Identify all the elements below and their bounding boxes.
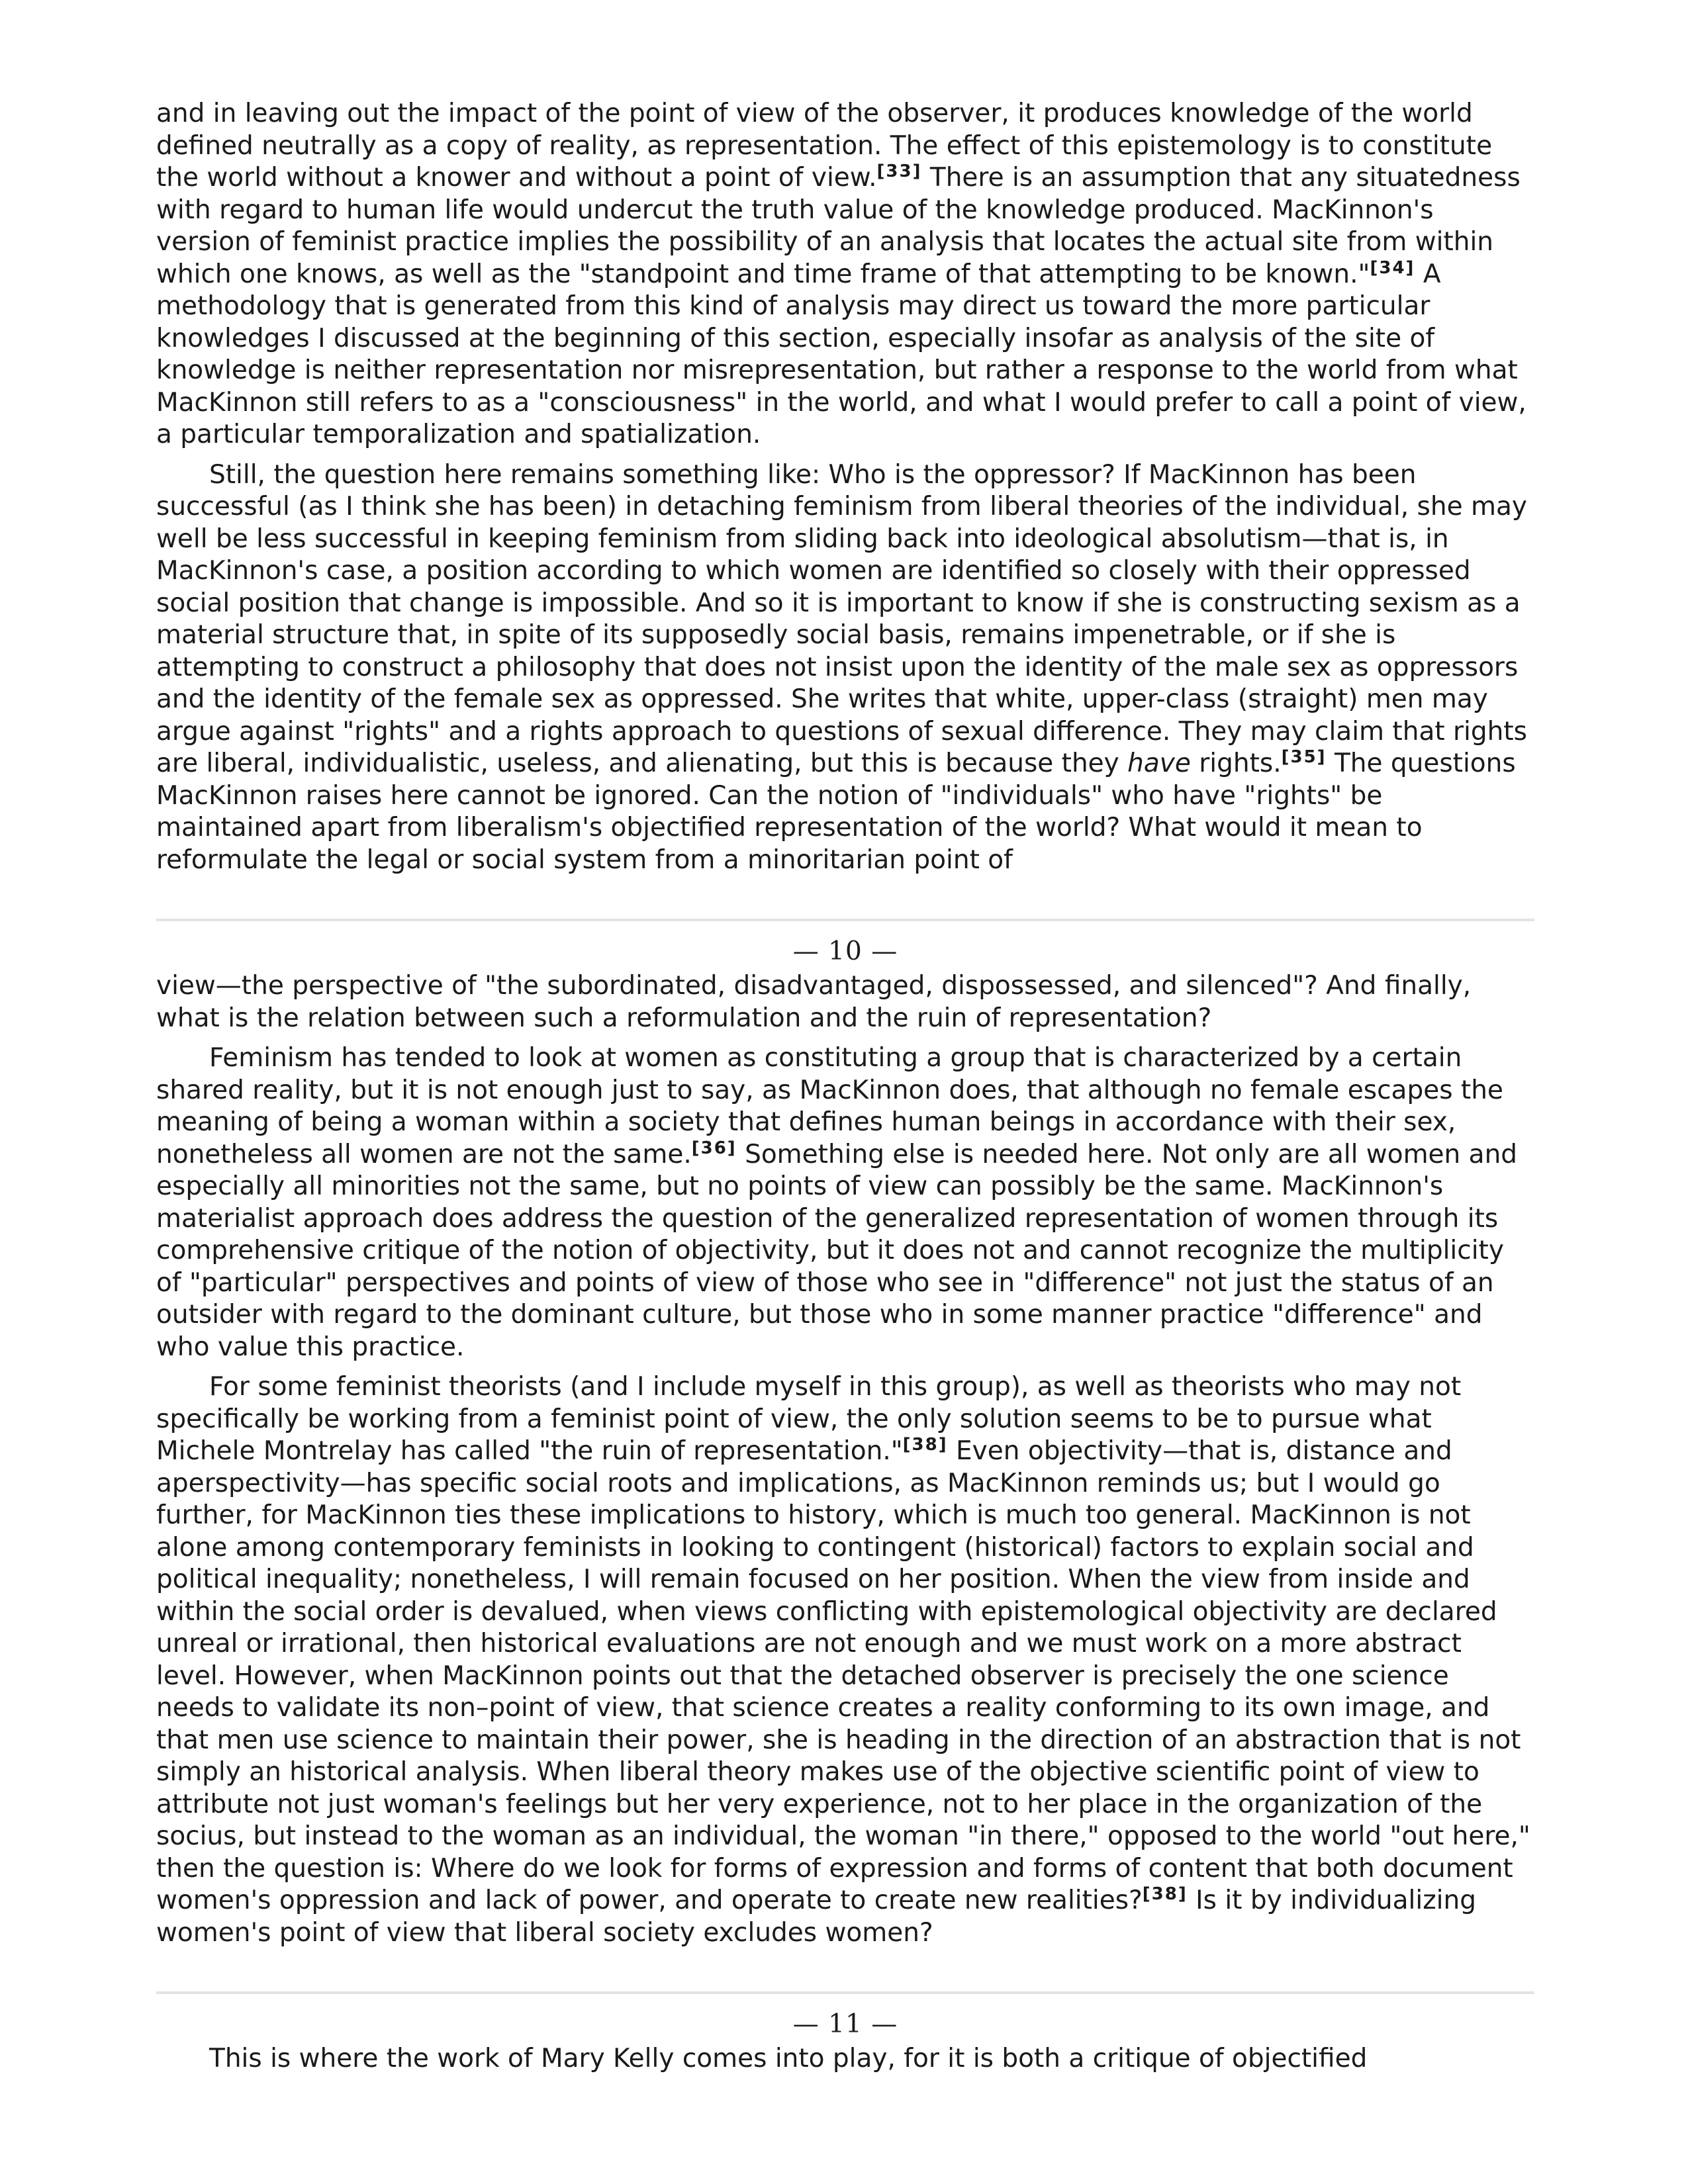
footnote-ref-34[interactable]: [34] bbox=[1370, 257, 1415, 278]
paragraph bbox=[156, 1371, 1534, 1949]
emphasis-text: have bbox=[1127, 749, 1191, 778]
paragraph-text: A methodology that is generated from this kind of analysis may direct us toward the more particular knowledges I discussed at the beginning of this section, especially insofar as analysis of the site of knowledge is neither representation nor misrepresentation, but rather a response to the world from what MacKinnon still refers to as a "consciousness" in the world, and what I would prefer to call a point of view, a particular temporalization and spatialization. bbox=[156, 259, 1526, 449]
page-divider bbox=[156, 1991, 1534, 1994]
paragraph bbox=[156, 98, 1534, 451]
paragraph bbox=[156, 459, 1534, 877]
paragraph: This is where the work of Mary Kelly comes into play, for it is both a critique of objectified bbox=[209, 2044, 1368, 2073]
paragraph-text: There is an assumption that any situatedness with regard to human life would undercut the truth value of the knowledge produced. MacKinnon's version of feminist practice implies the possibility of an analysis that locates the actual site from within which one knows, as well as the "standpoint and time frame of that attempting to be known." bbox=[156, 163, 1521, 289]
paragraph-text: Is it by individualizing women's point of view that liberal society excludes women? bbox=[156, 1886, 1476, 1948]
footnote-ref-36[interactable]: [36] bbox=[691, 1138, 737, 1158]
paragraph bbox=[156, 1042, 1534, 1363]
page-number: — 10 — bbox=[792, 936, 898, 966]
paragraph: view—the perspective of "the subordinated, disadvantaged, dispossessed, and silenced"? And finally, what is the relation between such a reformulation and the ruin of representation? bbox=[156, 971, 1472, 1033]
footnote-ref-33[interactable]: [33] bbox=[876, 161, 922, 181]
footnote-ref-37[interactable]: [38] bbox=[902, 1435, 948, 1455]
page-number: — 11 — bbox=[792, 2009, 898, 2039]
footnote-ref-35[interactable]: [35] bbox=[1281, 747, 1327, 767]
paragraph-text: The questions MacKinnon raises here cannot be ignored. Can the notion of "individuals" who have "rights" be maintained apart from liberalism's objectified representation of the world? What would it mean to reformulate the legal or social system from a minoritarian point of bbox=[156, 749, 1516, 875]
paragraph-text: Even objectivity—that is, distance and aperspectivity—has specific social roots and implications, as MacKinnon reminds us; but I would go further, for MacKinnon ties these implications to history, which is much too general. MacKinnon is not alone among contemporary feminists in looking to contingent (historical) factors to explain social and political inequality; nonetheless, I will remain focused on her position. When the view from inside and within the social order is devalued, when views conflicting with epistemological objectivity are declared unreal or irrational, then historical evaluations are not enough and we must work on a more abstract level. However, when MacKinnon points out that the detached observer is precisely the one science needs to validate its non–point of view, that science creates a reality conforming to its own image, and that men use science to maintain their power, she is heading in the direction of an abstraction that is not simply an historical analysis. When liberal theory makes use of the objective scientific point of view to attribute not just woman's feelings but her very experience, not to her place in the organization of the socius, but instead to the woman as an individual, the woman "in there," opposed to the world "out here," then the question is: Where do we look for forms of expression and forms of content that both document women's oppression and lack of power, and operate to create new realities? bbox=[156, 1436, 1530, 1915]
paragraph-text: Feminism has tended to look at women as constituting a group that is characterized by a certain shared reality, but it is not enough just to say, as MacKinnon does, that although no female escapes the meaning of being a woman within a society that defines human beings in accordance with their sex, nonetheless all women are not the same. bbox=[156, 1043, 1503, 1169]
paragraph-text: Something else is needed here. Not only are all women and especially all minorities not the same, but no points of view can possibly be the same. MacKinnon's materialist approach does address the question of the generalized representation of women through its comprehensive critique of the notion of objectivity, but it does not and cannot recognize the multiplicity of "particular" perspectives and points of view of those who see in "difference" not just the status of an outsider with regard to the dominant culture, but those who in some manner practice "difference" and who value this practice. bbox=[156, 1139, 1518, 1362]
paragraph-text: For some feminist theorists (and I include myself in this group), as well as theorists who may not specifically be working from a feminist point of view, the only solution seems to be to pursue what Michele Montrelay has called "the ruin of representation." bbox=[156, 1372, 1462, 1466]
footnote-ref-38[interactable]: [38] bbox=[1142, 1884, 1188, 1904]
page-divider bbox=[156, 919, 1534, 921]
paragraph-text: rights. bbox=[1190, 749, 1282, 778]
paragraph-text: Still, the question here remains something like: Who is the oppressor? If MacKinnon has been successful (as I think she has been) in detaching feminism from liberal theories of the individual, she may well be less successful in keeping feminism from sliding back into ideological absolutism—that is, in MacKinnon's case, a position according to which women are identified so closely with their oppressed social position that change is impossible. And so it is important to know if she is constructing sexism as a material structure that, in spite of its supposedly social basis, remains impenetrable, or if she is attempting to construct a philosophy that does not insist upon the identity of the male sex as oppressors and the identity of the female sex as oppressed. She writes that white, upper-class (straight) men may argue against "rights" and a rights approach to questions of sexual difference. They may claim that rights are liberal, individualistic, useless, and alienating, but this is because they bbox=[156, 459, 1527, 778]
paragraph-text: and in leaving out the impact of the point of view of the observer, it produces knowledge of the world defined neutrally as a copy of reality, as representation. The effect of this epistemology is to constitute the world without a knower and without a point of view. bbox=[156, 99, 1493, 193]
document-page bbox=[156, 98, 1534, 2083]
